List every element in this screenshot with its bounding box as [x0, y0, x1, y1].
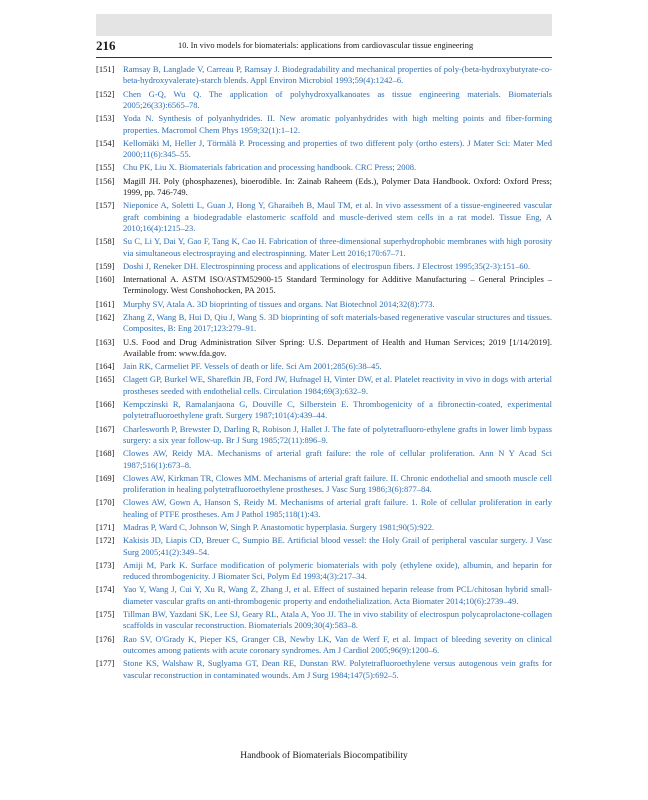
- reference-number: [170]: [96, 497, 115, 508]
- reference-link[interactable]: Clowes AW, Reidy MA. Mechanisms of arterial graft failure: the role of cellular proliferation. Ann N Y Acad Sci 1987;516(1):673–8.: [123, 448, 552, 470]
- reference-item[interactable]: [96, 200, 552, 234]
- reference-number: [160]: [96, 274, 115, 285]
- reference-item[interactable]: [96, 535, 552, 558]
- reference-link[interactable]: Rao SV, O'Grady K, Pieper KS, Granger CB, Newby LK, Van de Werf F, et al. Impact of bleeding severity on clinical outcomes among patients with acute coronary syndromes. Am J Cardiol 2005;96(9):1200–6.: [123, 633, 552, 656]
- reference-item: [96, 337, 552, 360]
- reference-item[interactable]: [96, 424, 552, 447]
- reference-number: [155]: [96, 162, 115, 173]
- reference-item: [96, 274, 552, 297]
- reference-item[interactable]: [96, 64, 552, 87]
- reference-item[interactable]: [96, 634, 552, 657]
- reference-item[interactable]: [96, 361, 552, 372]
- reference-number: [166]: [96, 398, 115, 409]
- reference-number: [169]: [96, 472, 115, 483]
- reference-number: [164]: [96, 361, 115, 372]
- reference-number: [173]: [96, 559, 115, 570]
- reference-number: [152]: [96, 88, 115, 99]
- reference-number: [165]: [96, 374, 115, 385]
- reference-link[interactable]: Chen G-Q, Wu Q. The application of polyhydroxyalkanoates as tissue engineering materials. Biomaterials 2005;26(33):6565–78.: [123, 88, 552, 111]
- reference-list: [96, 64, 552, 683]
- reference-number: [159]: [96, 260, 115, 271]
- reference-link[interactable]: Yao Y, Wang J, Cui Y, Xu R, Wang Z, Zhang J, et al. Effect of sustained heparin release from PCL/chitosan hybrid small-diameter vascular grafts on anti-thrombogenic property and endothelialization. Acta Biomater 2014;10(6):2739–49.: [123, 584, 552, 606]
- reference-item[interactable]: [96, 522, 552, 533]
- reference-link[interactable]: Zhang Z, Wang B, Hui D, Qiu J, Wang S. 3D bioprinting of soft materials-based regenerative vascular structures and tissues. Composites, B: Eng 2017;123:279–91.: [123, 311, 552, 334]
- reference-item[interactable]: [96, 89, 552, 112]
- reference-item[interactable]: [96, 609, 552, 632]
- reference-link[interactable]: Kellomäki M, Heller J, Törmälä P. Processing and properties of two different poly (ortho esters). J Mater Sci: Mater Med 2000;11(6):345–55.: [123, 137, 552, 160]
- reference-item[interactable]: [96, 658, 552, 681]
- reference-link[interactable]: Jain RK, Carmeliet PF. Vessels of death or life. Sci Am 2001;285(6):38–45.: [123, 361, 382, 372]
- reference-item[interactable]: [96, 261, 552, 272]
- reference-item[interactable]: [96, 584, 552, 607]
- reference-number: [158]: [96, 236, 115, 247]
- reference-link[interactable]: Clowes AW, Kirkman TR, Clowes MM. Mechanisms of arterial graft failure. II. Chronic endothelial and smooth muscle cell proliferation in healing polytetrafluoroethylene prostheses. J Vasc Surg 1986;3(6):877–84.: [123, 472, 552, 495]
- reference-number: [167]: [96, 423, 115, 434]
- reference-link[interactable]: Kempczinski R, Ramalanjaona G, Douville C, Silberstein E. Thrombogenicity of a fibronectin-coated, experimental polytetrafluoroethylene graft. Surgery 1987;101(4):439–44.: [123, 398, 552, 421]
- reference-link[interactable]: Amiji M, Park K. Surface modification of polymeric biomaterials with poly (ethylene oxide), albumin, and heparin for reduced thrombogenicity. J Biomater Sci, Polym Ed 1993;4(3):217–34.: [123, 559, 552, 582]
- reference-number: [153]: [96, 113, 115, 124]
- reference-text: U.S. Food and Drug Administration Silver Spring: U.S. Department of Health and Human Services; 2019 [1/14/2019]. Available from: www.fda.gov.: [123, 336, 552, 358]
- reference-item[interactable]: [96, 236, 552, 259]
- reference-number: [176]: [96, 633, 115, 644]
- reference-number: [174]: [96, 584, 115, 595]
- reference-item[interactable]: [96, 448, 552, 471]
- reference-number: [154]: [96, 137, 115, 148]
- reference-number: [157]: [96, 200, 115, 211]
- reference-item[interactable]: [96, 299, 552, 310]
- header-rule: [96, 57, 552, 58]
- reference-item[interactable]: [96, 560, 552, 583]
- reference-link[interactable]: Clagett GP, Burkel WE, Sharefkin JB, Ford JW, Hufnagel H, Vinter DW, et al. Platelet reactivity in vivo in dogs with arterial prostheses seeded with endothelial cells. Circulation 1984;69(3):632–9.: [123, 374, 552, 396]
- reference-link[interactable]: Stone KS, Walshaw R, Suglyama GT, Dean RE, Dunstan RW. Polytetrafluoroethylene versus autogenous vein grafts for vascular reconstruction in contaminated wounds. Am J Surg 1984;147(5):692–5.: [123, 658, 552, 680]
- reference-item[interactable]: [96, 113, 552, 136]
- reference-number: [177]: [96, 658, 115, 669]
- reference-number: [162]: [96, 311, 115, 322]
- reference-link[interactable]: Murphy SV, Atala A. 3D bioprinting of tissues and organs. Nat Biotechnol 2014;32(8):773.: [123, 298, 435, 309]
- reference-item[interactable]: [96, 473, 552, 496]
- reference-text: Magill JH. Poly (phosphazenes), bioerodible. In: Zainab Raheem (Eds.), Polymer Data Handbook. Oxford: Oxford Press; 1999, pp. 746-749.: [123, 175, 552, 198]
- reference-item[interactable]: [96, 374, 552, 397]
- reference-number: [151]: [96, 64, 115, 74]
- reference-link[interactable]: Kakisis JD, Liapis CD, Breuer C, Sumpio BE. Artificial blood vessel: the Holy Grail of peripheral vascular surgery. J Vasc Surg 2005;41(2):349–54.: [123, 535, 552, 557]
- running-head: 10. In vivo models for biomaterials: applications from cardiovascular tissue engineering: [178, 41, 474, 50]
- reference-link[interactable]: Clowes AW, Gown A, Hanson S, Reidy M. Mechanisms of arterial graft failure. 1. Role of cellular proliferation in early healing of PTFE prostheses. Am J Pathol 1985;118(1):43.: [123, 497, 552, 519]
- reference-number: [175]: [96, 609, 115, 619]
- reference-link[interactable]: Chu PK, Liu X. Biomaterials fabrication and processing handbook. CRC Press; 2008.: [123, 162, 417, 173]
- reference-link[interactable]: Madras P, Ward C, Johnson W, Singh P. Anastomotic hyperplasia. Surgery 1981;90(5):922.: [123, 521, 435, 532]
- reference-link[interactable]: Charlesworth P, Brewster D, Darling R, Robison J, Hallet J. The fate of polytetrafluoro-ethylene grafts in lower limb bypass surgery: a six year follow-up. Br J Surg 1985;72(11):896–9.: [123, 423, 552, 445]
- reference-item[interactable]: [96, 162, 552, 173]
- reference-item[interactable]: [96, 399, 552, 422]
- reference-number: [163]: [96, 336, 115, 347]
- reference-link[interactable]: Su C, Li Y, Dai Y, Gao F, Tang K, Cao H. Fabrication of three-dimensional superhydrophobic membranes with high porosity via simultaneous electrospraying and electrospinning. Mater Lett 2016;170:67–71.: [123, 236, 552, 258]
- footer-book-title: Handbook of Biomaterials Biocompatibility: [240, 751, 408, 761]
- reference-item: [96, 176, 552, 199]
- reference-link[interactable]: Doshi J, Reneker DH. Electrospinning process and applications of electrospun fibers. J Electrost 1995;35(2-3):151–60.: [123, 260, 531, 271]
- reference-item[interactable]: [96, 138, 552, 161]
- reference-text: International A. ASTM ISO/ASTM52900-15 Standard Terminology for Additive Manufacturing – General Principles – Terminology. West Conshohocken, PA 2015.: [123, 274, 552, 296]
- reference-item[interactable]: [96, 497, 552, 520]
- header-band: [96, 14, 552, 36]
- page-number: 216: [96, 38, 116, 53]
- reference-item[interactable]: [96, 312, 552, 335]
- reference-number: [168]: [96, 448, 115, 459]
- reference-number: [156]: [96, 175, 115, 186]
- reference-link[interactable]: Yoda N. Synthesis of polyanhydrides. II. New aromatic polyanhydrides with high melting points and fiber-forming properties. Macromol Chem Phys 1959;32(1):1–12.: [123, 113, 552, 135]
- reference-link[interactable]: Tillman BW, Yazdani SK, Lee SJ, Geary RL, Atala A, Yoo JJ. The in vivo stability of electrospun polycaprolactone-collagen scaffolds in vascular reconstruction. Biomaterials 2009;30(4):583–8.: [123, 609, 552, 631]
- reference-number: [172]: [96, 535, 115, 546]
- reference-number: [161]: [96, 298, 115, 309]
- reference-link[interactable]: Nieponice A, Soletti L, Guan J, Hong Y, Gharaibeh B, Maul TM, et al. In vivo assessment of a tissue-engineered vascular graft combining a biodegradable elastomeric scaffold and muscle-derived stem cells in a rat model. Tissue Eng, A 2010;16(4):1215–23.: [123, 200, 552, 234]
- reference-number: [171]: [96, 521, 115, 532]
- reference-link[interactable]: Ramsay B, Langlade V, Carreau P, Ramsay J. Biodegradability and mechanical properties of poly-(beta-hydroxybutyrate-co-beta-hydroxyvalerate)-starch blends. Appl Environ Microbiol 1993;59(4):1242–6.: [123, 64, 552, 86]
